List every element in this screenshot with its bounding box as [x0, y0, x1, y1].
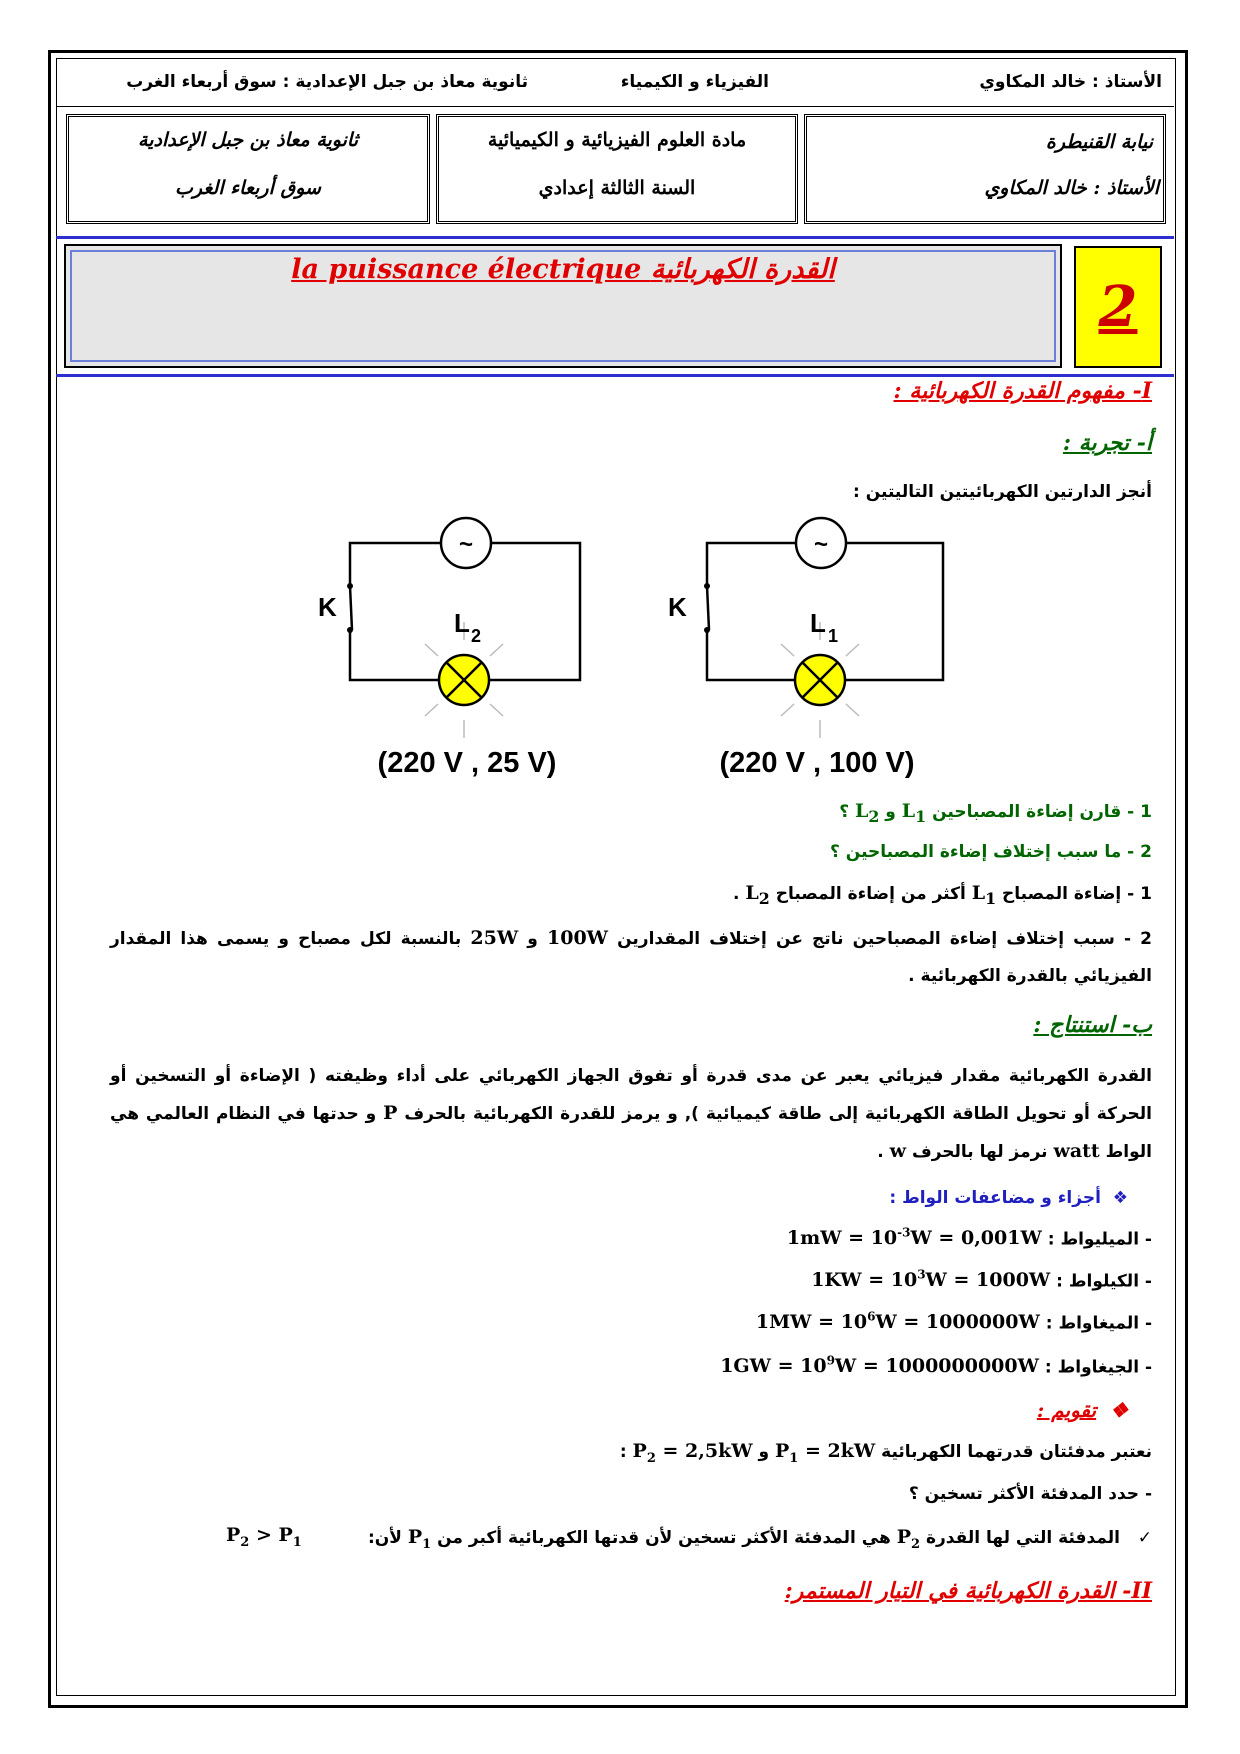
section2-heading: II- القدرة الكهربائية في التيار المستمر:	[784, 1578, 1152, 1604]
generator-symbol: ~	[813, 531, 829, 558]
evaluation-question: - حدد المدفئة الأكثر تسخين ؟	[908, 1484, 1152, 1504]
multiple-gigawatt: - الجيغاواط : $1GW = 10^9W = 1000000000W$	[720, 1354, 1152, 1378]
question-1: 1 - قارن إضاءة المصباحين $L_1$ و $L_2$ ؟	[839, 800, 1152, 826]
lesson-number: 2	[1098, 274, 1138, 340]
generator-symbol: ~	[458, 531, 474, 558]
multiple-milliwatt: - الميليواط : $1mW = 10^{-3}W = 0,001W$	[786, 1226, 1152, 1250]
lamp-rating: (220 V , 100 V)	[719, 747, 915, 779]
lamp-index: 2	[471, 626, 482, 646]
evaluation-answer: ✓ المدفئة التي لها القدرة $P_2$ هي المدفئة الأكثر تسخين لأن قدتها الكهربائية أكبر من $P_1$ لأن:	[367, 1526, 1152, 1552]
circuit-L2	[318, 518, 580, 779]
header-middle-line2: السنة الثالثة إعدادي	[538, 177, 696, 199]
diamond-bullet-icon: ❖	[1110, 1398, 1128, 1422]
diamond-bullet-icon: ❖	[1112, 1188, 1128, 1208]
switch-label: K	[668, 592, 687, 622]
switch-k-l1	[707, 586, 709, 630]
multiple-megawatt: - الميغاواط : $1MW = 10^6W = 1000000W$	[755, 1310, 1152, 1334]
answer-1: 1 - إضاءة المصباح $L_1$ أكثر من إضاءة المصباح $L_2$ .	[733, 882, 1152, 908]
switch-label: K	[318, 592, 337, 622]
header-left-line2: سوق أربعاء الغرب	[175, 177, 321, 199]
switch-k-l2	[350, 586, 352, 630]
multiples-heading: ❖ أجزاء و مضاعفات الواط :	[889, 1188, 1128, 1208]
header-left-line1: ثانوية معاذ بن جبل الإعدادية	[138, 129, 358, 151]
lamp-rating: (220 V , 25 V)	[377, 747, 557, 779]
lamp-index: 1	[828, 626, 839, 646]
lamp-label: L	[810, 608, 826, 638]
experiment-instruction: أنجز الدارتين الكهربائيتين التاليتين :	[853, 482, 1152, 502]
top-teacher: الأستاذ : خالد المكاوي	[979, 72, 1162, 92]
header-right-line2: الأستاذ : خالد المكاوي	[984, 177, 1159, 199]
header-middle-line1: مادة العلوم الفيزيائية و الكيميائية	[487, 129, 747, 151]
answer-2: 2 - سبب إختلاف إضاءة المصباحين ناتج عن إختلاف المقدارين 100W و 25W بالنسبة لكل مصباح و يسمى هذا المقدار الفيزيائي بالقدرة الكهربائية .	[110, 927, 1152, 986]
top-subject: الفيزياء و الكيمياء	[620, 72, 769, 92]
top-school: ثانوية معاذ بن جبل الإعدادية : سوق أربعاء الغرب	[126, 72, 528, 92]
lesson-title: la puissance électrique القدرة الكهربائية	[291, 254, 835, 285]
circuits-diagram	[0, 0, 1240, 800]
section1-heading: I- مفهوم القدرة الكهربائية :	[893, 378, 1152, 404]
experiment-heading: أ- تجربة :	[1062, 430, 1152, 456]
conclusion-text: القدرة الكهربائية مقدار فيزيائي يعبر عن مدى قدرة أو تفوق الجهاز الكهربائي على أداء وظيفته ( الإضاءة أو التسخين أو الحركة أو تحويل الطاقة الكهربائية إلى طاقة كيميائية ), و يرمز للقدرة الكهربائية بالحرف P و حدتها في النظام العالمي هي الواط watt نرمز لها بالحرف w .	[110, 1066, 1152, 1162]
question-2: 2 - ما سبب إختلاف إضاءة المصباحين ؟	[830, 842, 1152, 862]
evaluation-heading: ❖ تقويم :	[1036, 1398, 1128, 1422]
evaluation-statement: نعتبر مدفئتان قدرتهما الكهربائية $P_1 = 2kW$ و $P_2 = 2,5kW$ :	[619, 1440, 1152, 1466]
evaluation-inequality: $P_2 > P_1$	[226, 1524, 302, 1550]
check-icon: ✓	[1137, 1528, 1152, 1548]
multiple-kilowatt: - الكيلواط : $1KW = 10^3W = 1000W$	[811, 1268, 1152, 1292]
conclusion-heading: ب- استنتاج :	[1033, 1012, 1152, 1038]
circuit-L1	[668, 518, 943, 779]
header-right-line1: نيابة القنيطرة	[1045, 131, 1153, 153]
lamp-label: L	[454, 608, 470, 638]
